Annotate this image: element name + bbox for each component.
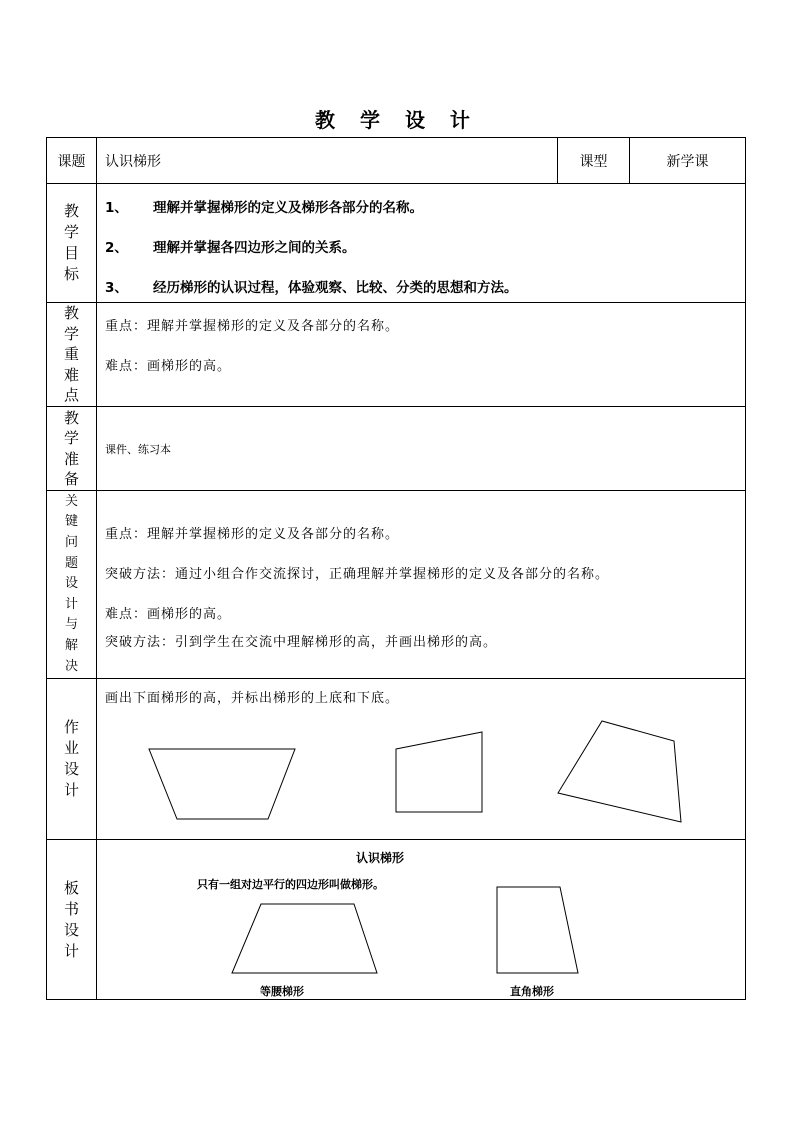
homework-row [47, 679, 746, 840]
objective-item: 1、 理解并掌握梯形的定义及梯形各部分的名称。 [105, 200, 423, 216]
isosceles-caption: 等腰梯形 [260, 985, 304, 998]
objective-item: 3、 经历梯形的认识过程，体验观察、比较、分类的思想和方法。 [105, 280, 518, 296]
preparation-label: 教 学 准 备 [47, 407, 97, 491]
key-points-content [97, 303, 746, 407]
lesson-plan-table [46, 137, 746, 1000]
right-caption: 直角梯形 [510, 985, 554, 998]
topic-row [47, 138, 746, 184]
board-label: 板 书 设 计 [47, 840, 97, 1000]
page-title: 教 学 设 计 [315, 108, 479, 132]
board-heading: 认识梯形 [356, 851, 405, 865]
objectives-row [47, 184, 746, 303]
homework-figures [97, 679, 745, 839]
objective-item: 2、 理解并掌握各四边形之间的关系。 [105, 240, 356, 256]
board-definition: 只有一组对边平行的四边形叫做梯形。 [197, 878, 384, 891]
trapezoid-figure-1 [149, 749, 295, 819]
isosceles-trapezoid-figure [232, 904, 377, 973]
key-problem-label: 关 键 问 题 设 计 与 解 决 [47, 491, 97, 679]
key-problem-row [47, 491, 746, 679]
key-points-label: 教 学 重 难 点 [47, 303, 97, 407]
board-row [47, 840, 746, 1000]
homework-content [97, 679, 746, 840]
trapezoid-figure-3 [558, 721, 681, 822]
preparation-content: 课件、练习本 [97, 407, 746, 491]
focus-text: 重点：理解并掌握梯形的定义及各部分的名称。 [105, 319, 400, 334]
board-figures [97, 840, 745, 1000]
preparation-row [47, 407, 746, 491]
key-points-row [47, 303, 746, 407]
homework-instruction: 画出下面梯形的高，并标出梯形的上底和下底。 [105, 691, 400, 706]
type-value: 新学课 [630, 138, 746, 184]
difficulty-text: 难点：画梯形的高。 [105, 607, 232, 622]
objectives-content [97, 184, 746, 303]
topic-value: 认识梯形 [97, 138, 558, 184]
homework-label: 作 业 设 计 [47, 679, 97, 840]
focus-text: 重点：理解并掌握梯形的定义及各部分的名称。 [105, 527, 400, 542]
focus-method-text: 突破方法：通过小组合作交流探讨，正确理解并掌握梯形的定义及各部分的名称。 [105, 567, 610, 582]
trapezoid-figure-2 [396, 732, 482, 812]
objectives-label: 教 学 目 标 [47, 184, 97, 303]
key-problem-content [97, 491, 746, 679]
type-label: 课型 [558, 138, 630, 184]
topic-label: 课题 [47, 138, 97, 184]
board-content [97, 840, 746, 1000]
right-trapezoid-figure [497, 887, 578, 973]
difficulty-text: 难点：画梯形的高。 [105, 359, 232, 374]
difficulty-method-text: 突破方法：引到学生在交流中理解梯形的高，并画出梯形的高。 [105, 635, 498, 650]
